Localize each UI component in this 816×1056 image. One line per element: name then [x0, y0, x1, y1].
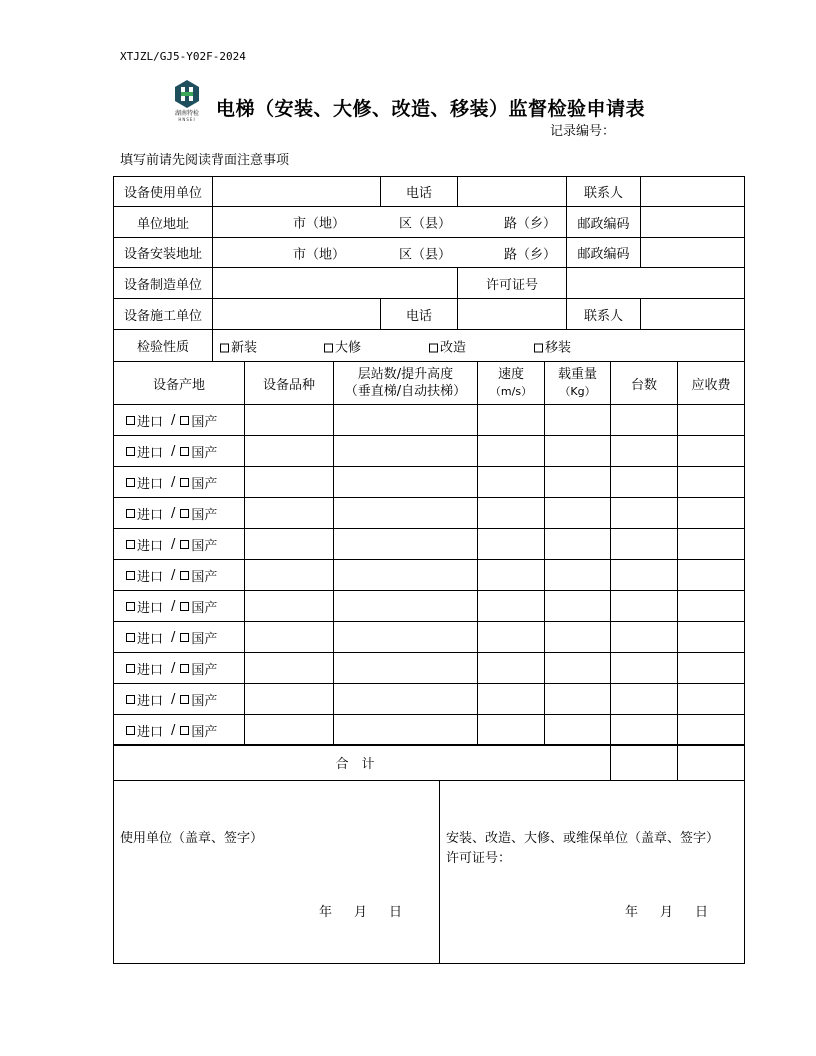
origin-separator: / [171, 536, 176, 552]
origin-field [113, 652, 245, 684]
license-label: 许可证号 [457, 267, 567, 299]
load-field[interactable] [544, 621, 611, 653]
construction-contact-label: 联系人 [566, 298, 641, 330]
fee-field[interactable] [677, 590, 745, 622]
variety-field[interactable] [244, 714, 334, 746]
count-field[interactable] [610, 652, 678, 684]
origin-field [113, 559, 245, 591]
district-label: 区（县） [399, 247, 452, 262]
fee-field[interactable] [677, 559, 745, 591]
origin-separator: / [171, 443, 176, 459]
user-signature-box[interactable] [113, 780, 440, 964]
count-field[interactable] [610, 528, 678, 560]
city-label: 市（地） [293, 247, 346, 262]
speed-field[interactable] [477, 683, 545, 715]
checkbox-icon[interactable] [126, 633, 135, 642]
count-field[interactable] [610, 466, 678, 498]
total-label: 合 计 [113, 744, 611, 781]
installer-signature-label: 安装、改造、大修、或维保单位（盖章、签字） [446, 831, 720, 846]
load-field[interactable] [544, 528, 611, 560]
unit-address-field[interactable] [212, 206, 567, 238]
fee-field[interactable] [677, 435, 745, 467]
header-speed-line2: （m/s） [489, 385, 533, 398]
speed-field[interactable] [477, 590, 545, 622]
district-label: 区（县） [399, 216, 452, 232]
document-code: XTJZL/GJ5-Y02F-2024 [120, 50, 246, 63]
city-label: 市（地） [293, 216, 346, 232]
user-contact-field[interactable] [640, 176, 745, 207]
construction-contact-field[interactable] [640, 298, 745, 330]
speed-field[interactable] [477, 652, 545, 684]
origin-domestic-label: 国产 [191, 569, 218, 585]
origin-import-label: 进口 [137, 693, 164, 709]
floors-field[interactable] [333, 683, 478, 715]
speed-field[interactable] [477, 559, 545, 591]
origin-field [113, 683, 245, 715]
header-floors-line1: 层站数/提升高度 [357, 367, 454, 382]
total-fee-field[interactable] [677, 744, 745, 781]
origin-import-label: 进口 [137, 724, 164, 740]
fee-field[interactable] [677, 621, 745, 653]
license-field[interactable] [566, 267, 745, 299]
origin-separator: / [171, 412, 176, 428]
count-field[interactable] [610, 621, 678, 653]
variety-field[interactable] [244, 559, 334, 591]
header-load-line2: （Kg） [559, 385, 596, 398]
checkbox-icon[interactable] [126, 695, 135, 704]
load-field[interactable] [544, 652, 611, 684]
origin-separator: / [171, 598, 176, 614]
fee-field[interactable] [677, 404, 745, 436]
speed-field[interactable] [477, 714, 545, 746]
checkbox-icon[interactable] [180, 633, 189, 642]
user-signature-label: 使用单位（盖章、签字） [120, 831, 264, 846]
total-count-field[interactable] [610, 744, 678, 781]
variety-field[interactable] [244, 404, 334, 436]
origin-import-label: 进口 [137, 445, 164, 461]
origin-separator: / [171, 629, 176, 645]
checkbox-icon[interactable] [126, 416, 135, 425]
header-load-line1: 载重量 [557, 367, 597, 382]
user-contact-label: 联系人 [566, 176, 641, 207]
origin-domestic-label: 国产 [191, 662, 218, 678]
floors-field[interactable] [333, 497, 478, 529]
origin-separator: / [171, 474, 176, 490]
user-phone-field[interactable] [457, 176, 567, 207]
load-field[interactable] [544, 714, 611, 746]
logo [168, 78, 206, 122]
checkbox-icon[interactable] [126, 726, 135, 735]
checkbox-icon[interactable] [220, 343, 229, 352]
origin-separator: / [171, 691, 176, 707]
origin-domestic-label: 国产 [191, 724, 218, 740]
floors-field[interactable] [333, 404, 478, 436]
origin-field [113, 466, 245, 498]
fee-field[interactable] [677, 683, 745, 715]
checkbox-icon[interactable] [180, 540, 189, 549]
speed-field[interactable] [477, 404, 545, 436]
count-field[interactable] [610, 683, 678, 715]
option-overhaul[interactable]: 大修 [324, 336, 361, 355]
origin-domestic-label: 国产 [191, 476, 218, 492]
count-field[interactable] [610, 497, 678, 529]
logo-icon [168, 78, 206, 110]
checkbox-icon[interactable] [180, 664, 189, 673]
fee-field[interactable] [677, 528, 745, 560]
installer-signature-box[interactable] [439, 780, 745, 964]
load-field[interactable] [544, 559, 611, 591]
option-new-install[interactable]: 新装 [220, 336, 257, 355]
count-field[interactable] [610, 435, 678, 467]
checkbox-icon[interactable] [126, 540, 135, 549]
header-floors [333, 361, 478, 405]
origin-domestic-label: 国产 [191, 538, 218, 554]
option-modification[interactable]: 改造 [429, 336, 466, 355]
variety-field[interactable] [244, 497, 334, 529]
manufacturer-field[interactable] [212, 267, 458, 299]
origin-field [113, 528, 245, 560]
header-floors-line2: （垂直梯/自动扶梯） [344, 384, 467, 399]
count-field[interactable] [610, 559, 678, 591]
road-label: 路（乡） [504, 247, 557, 262]
checkbox-icon[interactable] [126, 478, 135, 487]
checkbox-icon[interactable] [126, 602, 135, 611]
origin-import-label: 进口 [137, 538, 164, 554]
origin-field [113, 497, 245, 529]
origin-field [113, 590, 245, 622]
installer-date-day: 日 [695, 905, 709, 920]
checkbox-icon[interactable] [180, 447, 189, 456]
checkbox-icon[interactable] [180, 478, 189, 487]
origin-field [113, 714, 245, 746]
fee-field[interactable] [677, 497, 745, 529]
unit-postal-label: 邮政编码 [566, 206, 641, 238]
variety-field[interactable] [244, 590, 334, 622]
road-label: 路（乡） [504, 216, 557, 232]
variety-field[interactable] [244, 621, 334, 653]
origin-import-label: 进口 [137, 600, 164, 616]
origin-separator: / [171, 505, 176, 521]
checkbox-icon[interactable] [429, 343, 438, 352]
install-address-field[interactable] [212, 237, 567, 268]
checkbox-icon[interactable] [324, 343, 333, 352]
load-field[interactable] [544, 404, 611, 436]
checkbox-icon[interactable] [180, 726, 189, 735]
checkbox-icon[interactable] [126, 571, 135, 580]
variety-field[interactable] [244, 683, 334, 715]
variety-field[interactable] [244, 652, 334, 684]
count-field[interactable] [610, 714, 678, 746]
speed-field[interactable] [477, 497, 545, 529]
page-title: 电梯（安装、大修、改造、移装）监督检验申请表 [216, 98, 646, 120]
load-field[interactable] [544, 590, 611, 622]
origin-domestic-label: 国产 [191, 631, 218, 647]
origin-import-label: 进口 [137, 476, 164, 492]
speed-field[interactable] [477, 621, 545, 653]
user-date-day: 日 [389, 905, 403, 920]
floors-field[interactable] [333, 590, 478, 622]
user-date-year: 年 [319, 905, 333, 920]
unit-address-label: 单位地址 [113, 206, 213, 238]
header-speed [477, 361, 545, 405]
origin-import-label: 进口 [137, 662, 164, 678]
instruction-note: 填写前请先阅读背面注意事项 [120, 153, 290, 168]
origin-domestic-label: 国产 [191, 600, 218, 616]
origin-separator: / [171, 722, 176, 738]
logo-text: 湖南特检 [174, 110, 199, 117]
count-field[interactable] [610, 404, 678, 436]
checkbox-icon[interactable] [180, 509, 189, 518]
manufacturer-label: 设备制造单位 [113, 267, 213, 299]
checkbox-icon[interactable] [126, 447, 135, 456]
user-date-month: 月 [354, 905, 368, 920]
unit-postal-field[interactable] [640, 206, 745, 238]
origin-field [113, 621, 245, 653]
inspection-type-label: 检验性质 [113, 329, 213, 362]
fee-field[interactable] [677, 466, 745, 498]
checkbox-icon[interactable] [180, 695, 189, 704]
construction-phone-field[interactable] [457, 298, 567, 330]
checkbox-icon[interactable] [180, 571, 189, 580]
floors-field[interactable] [333, 621, 478, 653]
load-field[interactable] [544, 683, 611, 715]
speed-field[interactable] [477, 435, 545, 467]
origin-import-label: 进口 [137, 569, 164, 585]
origin-field [113, 404, 245, 436]
fee-field[interactable] [677, 714, 745, 746]
header-origin: 设备产地 [113, 361, 245, 405]
installer-date-month: 月 [660, 905, 674, 920]
user-unit-field[interactable] [212, 176, 381, 207]
logo-subtext: HNSEI [178, 117, 196, 122]
load-field[interactable] [544, 466, 611, 498]
installer-date-year: 年 [625, 905, 639, 920]
origin-separator: / [171, 567, 176, 583]
checkbox-icon[interactable] [180, 602, 189, 611]
construction-unit-field[interactable] [212, 298, 381, 330]
install-postal-label: 邮政编码 [566, 237, 641, 268]
floors-field[interactable] [333, 435, 478, 467]
header-load [544, 361, 611, 405]
floors-field[interactable] [333, 466, 478, 498]
origin-domestic-label: 国产 [191, 507, 218, 523]
load-field[interactable] [544, 497, 611, 529]
count-field[interactable] [610, 590, 678, 622]
floors-field[interactable] [333, 528, 478, 560]
origin-import-label: 进口 [137, 631, 164, 647]
option-relocation[interactable]: 移装 [534, 336, 571, 355]
header-variety: 设备品种 [244, 361, 334, 405]
header-fee: 应收费 [677, 361, 745, 405]
speed-field[interactable] [477, 528, 545, 560]
construction-phone-label: 电话 [380, 298, 458, 330]
floors-field[interactable] [333, 652, 478, 684]
install-address-label: 设备安装地址 [113, 237, 213, 268]
origin-import-label: 进口 [137, 414, 164, 430]
origin-import-label: 进口 [137, 507, 164, 523]
origin-separator: / [171, 660, 176, 676]
inspection-type-options [212, 329, 745, 362]
floors-field[interactable] [333, 559, 478, 591]
construction-unit-label: 设备施工单位 [113, 298, 213, 330]
variety-field[interactable] [244, 435, 334, 467]
checkbox-icon[interactable] [534, 343, 543, 352]
speed-field[interactable] [477, 466, 545, 498]
origin-domestic-label: 国产 [191, 693, 218, 709]
user-phone-label: 电话 [380, 176, 458, 207]
load-field[interactable] [544, 435, 611, 467]
variety-field[interactable] [244, 528, 334, 560]
floors-field[interactable] [333, 714, 478, 746]
variety-field[interactable] [244, 466, 334, 498]
record-number-label: 记录编号： [550, 124, 616, 139]
checkbox-icon[interactable] [126, 509, 135, 518]
origin-field [113, 435, 245, 467]
origin-domestic-label: 国产 [191, 445, 218, 461]
fee-field[interactable] [677, 652, 745, 684]
origin-domestic-label: 国产 [191, 414, 218, 430]
checkbox-icon[interactable] [180, 416, 189, 425]
header-speed-line1: 速度 [497, 367, 524, 382]
header-count: 台数 [610, 361, 678, 405]
installer-license-label: 许可证号： [446, 851, 512, 866]
user-unit-label: 设备使用单位 [113, 176, 213, 207]
install-postal-field[interactable] [640, 237, 745, 268]
checkbox-icon[interactable] [126, 664, 135, 673]
